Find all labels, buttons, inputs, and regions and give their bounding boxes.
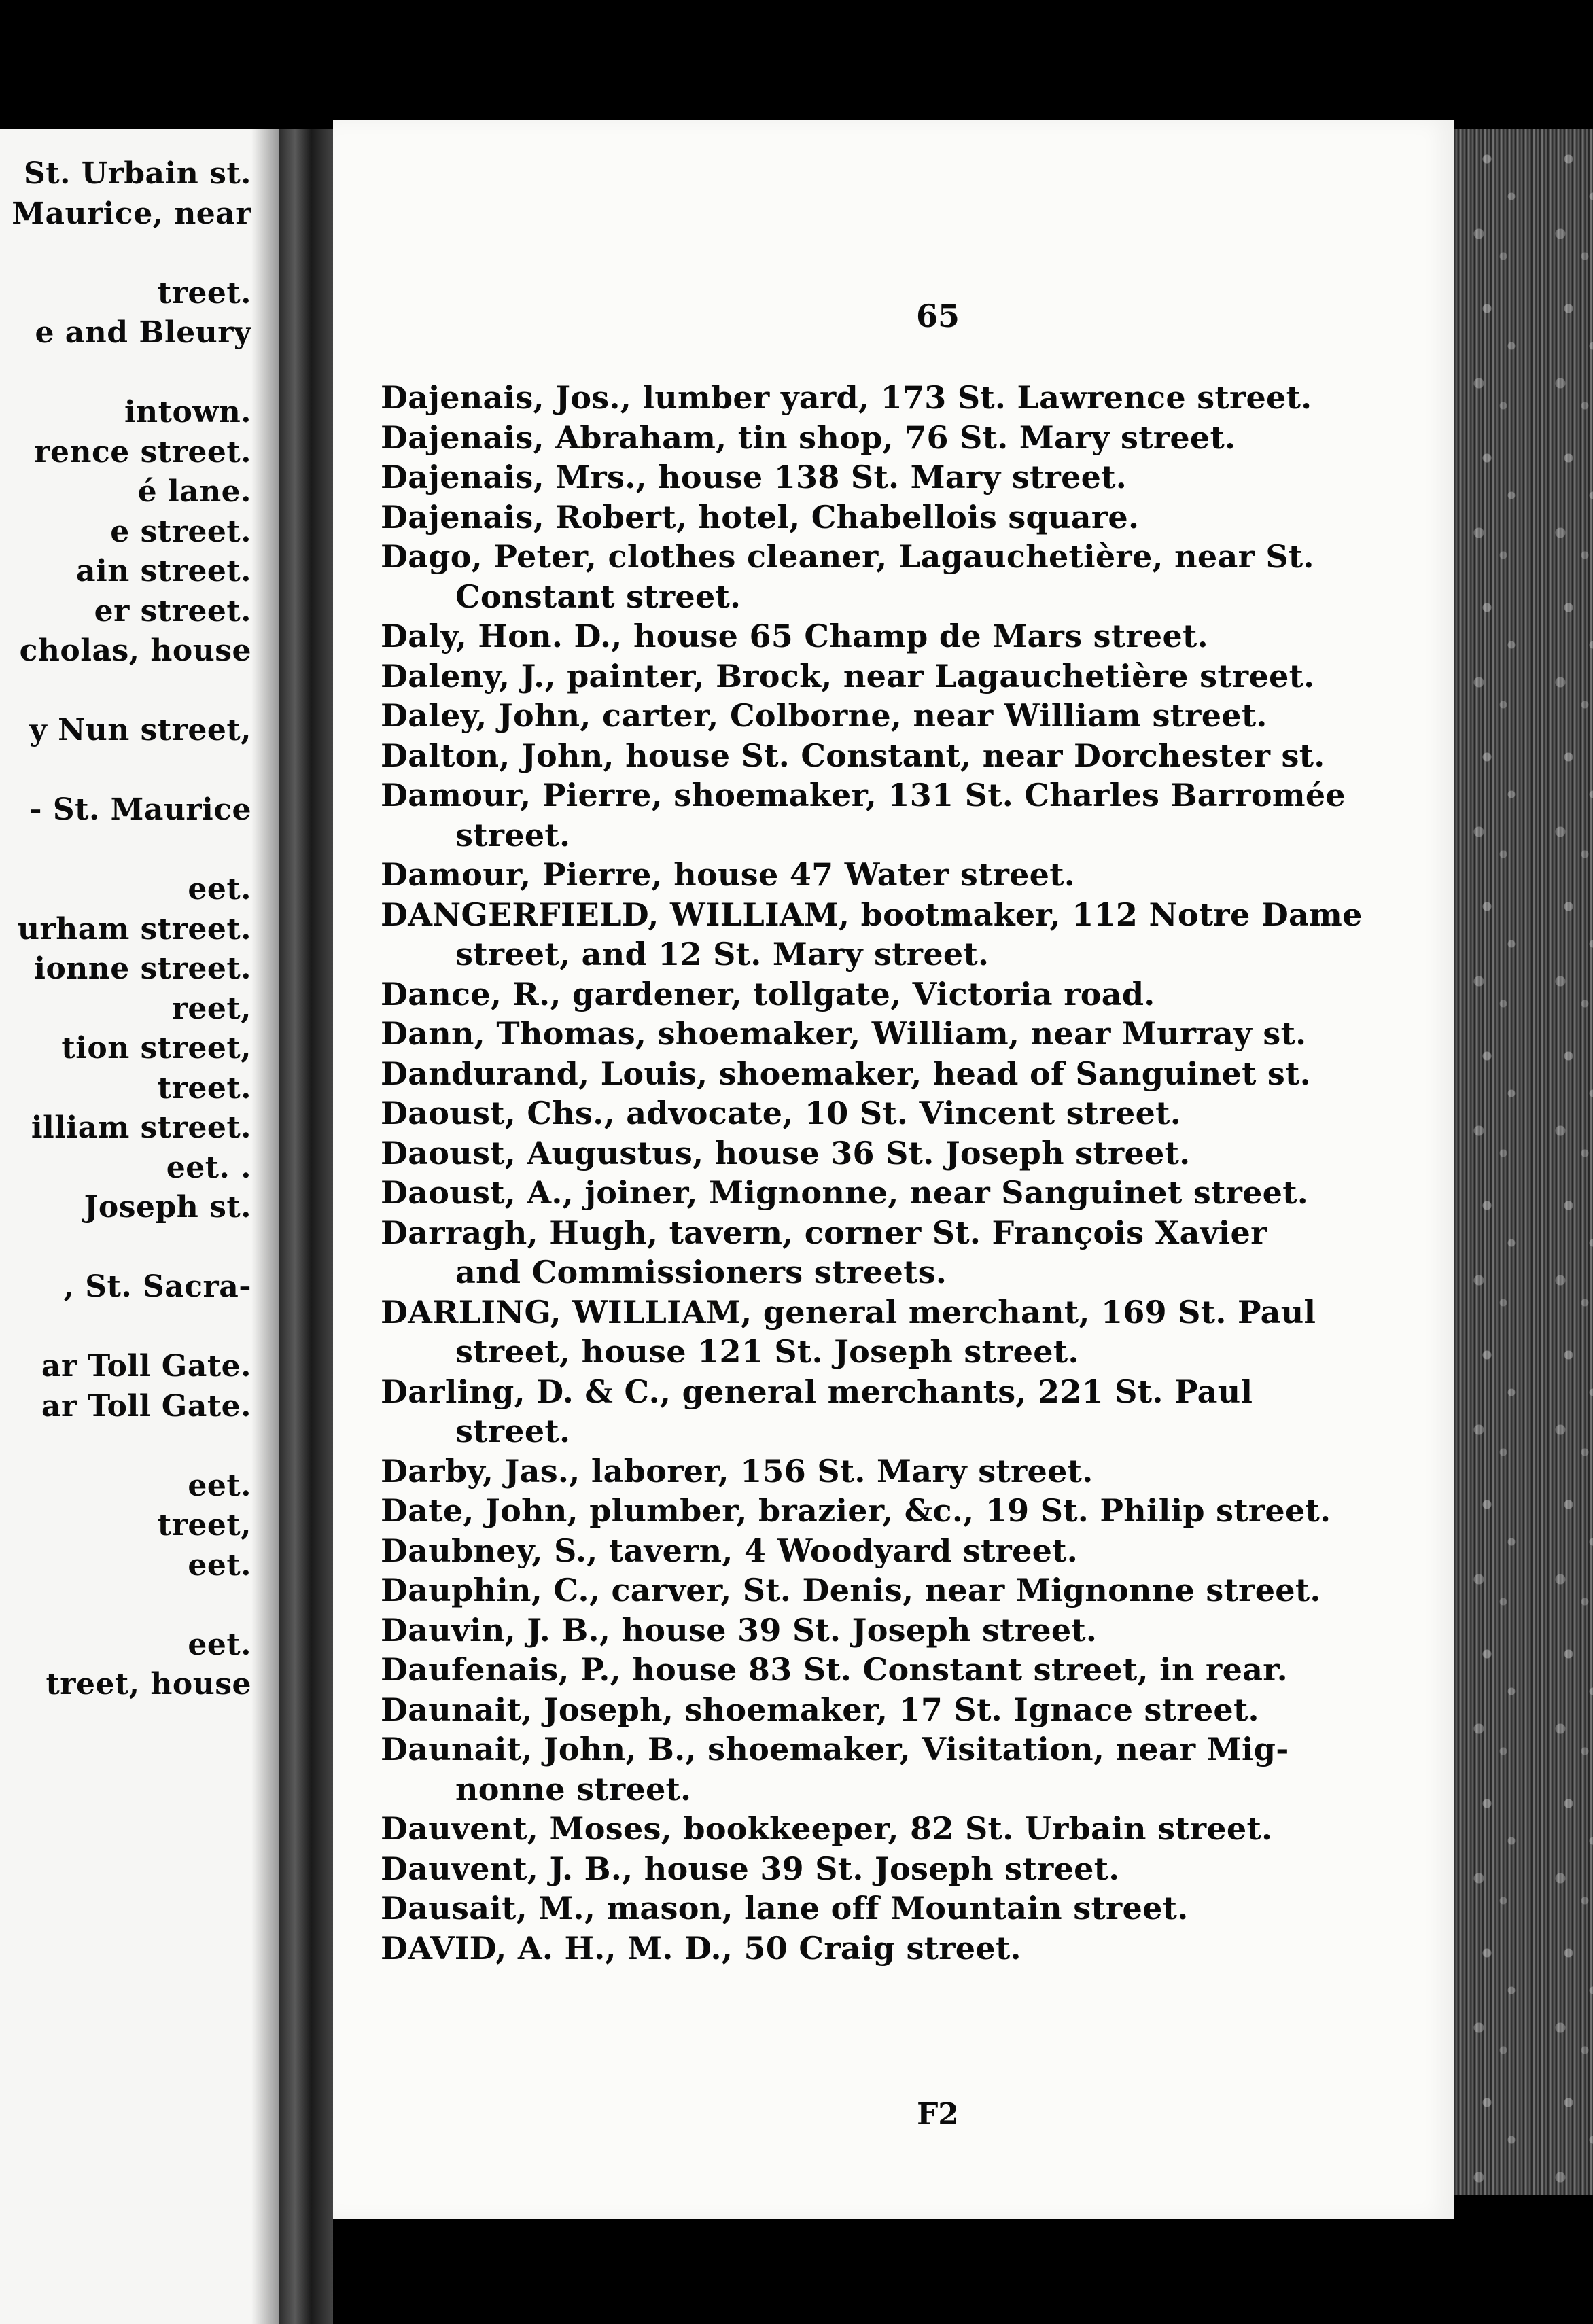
- directory-entry: Dajenais, Robert, hotel, Chabellois square.: [381, 498, 1140, 535]
- previous-page-line: eet. .: [166, 1150, 251, 1185]
- previous-page-line: e street.: [110, 514, 251, 549]
- directory-entry: Daunait, John, B., shoemaker, Visitation, near Mig-: [381, 1731, 1289, 1767]
- directory-page: [333, 120, 1454, 2219]
- previous-page-line: ar Toll Gate.: [41, 1349, 251, 1384]
- previous-page-line: er street.: [94, 593, 251, 629]
- entry-continuation-line: street, and 12 St. Mary street.: [455, 936, 990, 972]
- previous-page-line: ar Toll Gate.: [41, 1388, 251, 1424]
- previous-page-line: treet.: [157, 1070, 251, 1106]
- book-spine: [279, 129, 333, 2324]
- previous-page-line: é lane.: [137, 474, 251, 509]
- directory-entry: Date, John, plumber, brazier, &c., 19 St. Philip street.: [381, 1492, 1331, 1529]
- directory-entry: Dandurand, Louis, shoemaker, head of Sanguinet st.: [381, 1055, 1311, 1092]
- previous-page-line: treet.: [157, 275, 251, 311]
- previous-page-line: eet.: [188, 1627, 251, 1662]
- directory-entry: Daleny, J., painter, Brock, near Lagauchetière street.: [381, 657, 1315, 694]
- directory-entry: Damour, Pierre, house 47 Water street.: [381, 856, 1076, 893]
- directory-entry: Dalton, John, house St. Constant, near Dorchester st.: [381, 737, 1325, 774]
- previous-page-line: rence street.: [34, 434, 251, 470]
- previous-page-line: eet.: [188, 872, 251, 906]
- previous-page-line: y Nun street,: [29, 713, 251, 747]
- previous-page-line: ain street.: [76, 554, 251, 588]
- directory-entry: DANGERFIELD, WILLIAM, bootmaker, 112 Notre Dame: [381, 896, 1363, 933]
- directory-entry: Darragh, Hugh, tavern, corner St. François Xavier: [381, 1214, 1267, 1251]
- entry-continuation-line: and Commissioners streets.: [455, 1254, 947, 1290]
- previous-page-line: reet,: [171, 991, 251, 1026]
- directory-entry: Daufenais, P., house 83 St. Constant street, in rear.: [381, 1651, 1288, 1688]
- directory-entry: Darby, Jas., laborer, 156 St. Mary street.: [381, 1452, 1093, 1490]
- directory-entry: Daoust, Augustus, house 36 St. Joseph street.: [381, 1134, 1191, 1172]
- directory-entry: DARLING, WILLIAM, general merchant, 169 St. Paul: [381, 1293, 1316, 1331]
- previous-page-line: e and Bleury: [35, 315, 251, 350]
- previous-page-line: , St. Sacra-: [63, 1269, 251, 1304]
- previous-page-line: ionne street.: [34, 951, 251, 986]
- previous-page-line: intown.: [124, 395, 251, 429]
- directory-entry: Dance, R., gardener, tollgate, Victoria road.: [381, 975, 1155, 1013]
- directory-entry: Dauvent, J. B., house 39 St. Joseph street.: [381, 1850, 1120, 1887]
- directory-entry: Dajenais, Abraham, tin shop, 76 St. Mary street.: [381, 419, 1236, 456]
- printer-signature-mark: F2: [917, 2097, 959, 2132]
- page-number: 65: [915, 298, 960, 334]
- previous-page-line: St. Urbain st.: [23, 156, 251, 191]
- directory-entries: [381, 378, 1441, 1968]
- previous-page-fragment: [0, 129, 279, 2324]
- directory-entry: Damour, Pierre, shoemaker, 131 St. Charles Barromée: [381, 777, 1346, 813]
- directory-entry: Daoust, A., joiner, Mignonne, near Sanguinet street.: [381, 1174, 1309, 1211]
- directory-entry: Dajenais, Jos., lumber yard, 173 St. Lawrence street.: [381, 379, 1312, 416]
- previous-page-line: tion street,: [61, 1031, 251, 1066]
- directory-entry: Darling, D. & C., general merchants, 221 St. Paul: [381, 1373, 1253, 1410]
- previous-page-line: urham street.: [18, 911, 251, 947]
- previous-page-line: treet,: [157, 1508, 251, 1543]
- directory-entry: Dauvin, J. B., house 39 St. Joseph street.: [381, 1611, 1098, 1649]
- gutter-shadow: [251, 129, 279, 2324]
- directory-entry: Daubney, S., tavern, 4 Woodyard street.: [381, 1532, 1079, 1569]
- directory-entry: DAVID, A. H., M. D., 50 Craig street.: [381, 1929, 1021, 1967]
- previous-page-line: Joseph st.: [84, 1190, 251, 1225]
- directory-entry: Dauphin, C., carver, St. Denis, near Mignonne street.: [381, 1572, 1321, 1608]
- previous-page-line: Maurice, near: [12, 196, 251, 231]
- entry-continuation-line: nonne street.: [455, 1770, 692, 1808]
- book-page-edges: [1454, 129, 1593, 2195]
- directory-entry: Dausait, M., mason, lane off Mountain street.: [381, 1890, 1189, 1926]
- entry-continuation-line: street.: [455, 1413, 571, 1449]
- directory-entry: Daly, Hon. D., house 65 Champ de Mars street.: [381, 618, 1208, 654]
- previous-page-line: cholas, house: [19, 633, 251, 668]
- previous-page-line: treet, house: [46, 1667, 251, 1702]
- previous-page-line: - St. Maurice: [29, 792, 251, 827]
- entry-continuation-line: street.: [455, 816, 571, 853]
- previous-page-line: illiam street.: [31, 1110, 251, 1145]
- entry-continuation-line: Constant street.: [455, 578, 741, 615]
- directory-entry: Daunait, Joseph, shoemaker, 17 St. Ignace street.: [381, 1691, 1259, 1728]
- directory-entry: Dann, Thomas, shoemaker, William, near Murray st.: [381, 1015, 1307, 1052]
- entry-continuation-line: street, house 121 St. Joseph street.: [455, 1333, 1079, 1370]
- previous-page-line: eet.: [188, 1468, 251, 1503]
- directory-entry: Daley, John, carter, Colborne, near William street.: [381, 697, 1267, 734]
- directory-entry: Dajenais, Mrs., house 138 St. Mary street.: [381, 459, 1127, 495]
- directory-entry: Daoust, Chs., advocate, 10 St. Vincent street.: [381, 1095, 1182, 1131]
- directory-entry: Dago, Peter, clothes cleaner, Lagauchetière, near St.: [381, 538, 1314, 575]
- directory-entry: Dauvent, Moses, bookkeeper, 82 St. Urbain street.: [381, 1810, 1273, 1847]
- previous-page-line: eet.: [188, 1547, 251, 1583]
